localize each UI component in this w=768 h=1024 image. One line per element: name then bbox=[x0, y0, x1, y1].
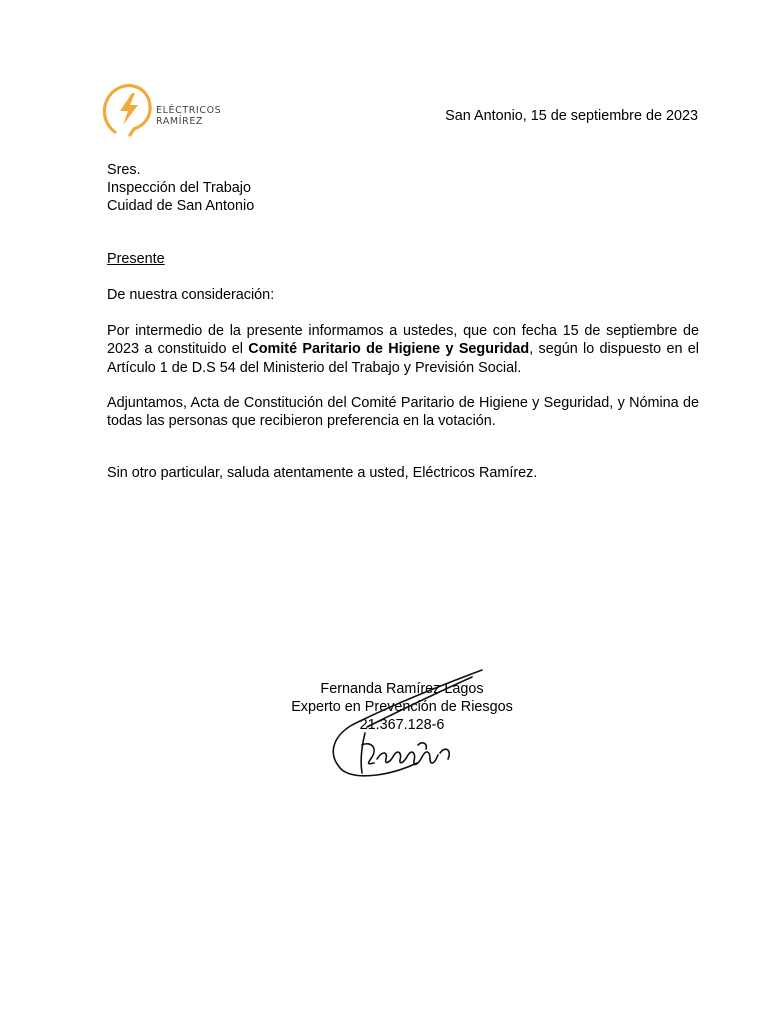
logo-line-1: ELÉCTRICOS bbox=[156, 105, 222, 116]
recipient-line-3: Cuidad de San Antonio bbox=[107, 197, 255, 214]
paragraph-1 bbox=[107, 322, 699, 377]
recipient-line-1: Sres. bbox=[107, 162, 141, 178]
committee-name-bold: Comité Paritario de Higiene y Seguridad bbox=[248, 341, 530, 358]
signatory-rut: 21.367.128-6 bbox=[359, 717, 445, 733]
company-logo bbox=[102, 80, 232, 140]
paragraph-1-start: Por intermedio de la presente informamos a ustedes, que con fecha 15 de septiembre de 2023 a constituido el bbox=[107, 323, 699, 358]
logo-wordmark bbox=[156, 106, 221, 127]
recipient-line-2: Inspección del Trabajo bbox=[107, 179, 251, 196]
closing-line: Sin otro particular, saluda atentamente a usted, Eléctricos Ramírez. bbox=[107, 465, 538, 481]
recipient-address bbox=[107, 162, 254, 215]
paragraph-2: Adjuntamos, Acta de Constitución del Comité Paritario de Higiene y Seguridad, y Nómina de todas las personas que recibieron preferencia en la votación. bbox=[107, 395, 699, 430]
paragraph-1-end: , según lo dispuesto en el Artículo 1 de D.S 54 del Ministerio del Trabajo y Previsión Social. bbox=[107, 341, 699, 376]
handwritten-signature bbox=[322, 665, 492, 785]
presente-heading: Presente bbox=[107, 251, 165, 267]
logo-line-2: RAMÍREZ bbox=[156, 115, 204, 127]
signatory-name: Fernanda Ramírez Lagos bbox=[320, 681, 484, 697]
greeting: De nuestra consideración: bbox=[107, 287, 275, 303]
letter-date: San Antonio, 15 de septiembre de 2023 bbox=[445, 108, 698, 124]
signatory-title: Experto en Prevención de Riesgos bbox=[291, 699, 513, 715]
lightning-bolt-icon bbox=[102, 80, 158, 140]
